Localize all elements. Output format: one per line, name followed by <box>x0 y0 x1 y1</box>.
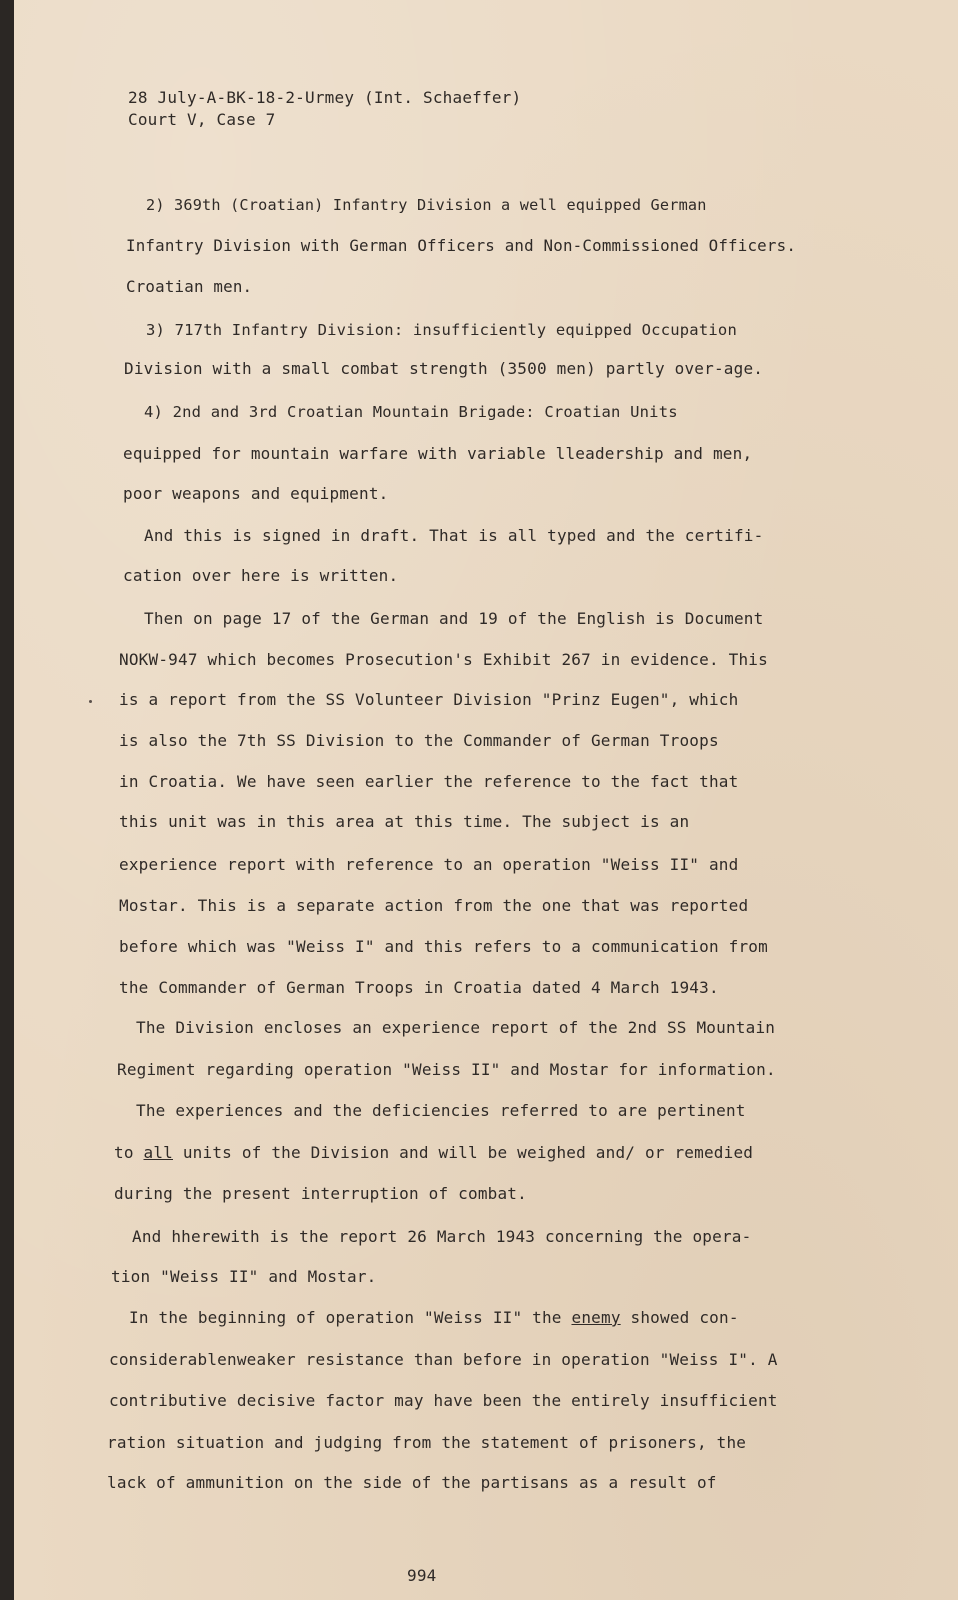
text-line: And hherewith is the report 26 March 1943 concerning the opera- <box>132 1227 752 1246</box>
text-line: contributive decisive factor may have been the entirely insufficient <box>109 1391 778 1410</box>
header-line-2: Court V, Case 7 <box>128 110 276 129</box>
text-line: poor weapons and equipment. <box>123 484 389 503</box>
text-line: And this is signed in draft. That is all typed and the certifi- <box>144 526 764 545</box>
text-line: this unit was in this area at this time. The subject is an <box>119 812 690 831</box>
text-line: Then on page 17 of the German and 19 of the English is Document <box>144 609 764 628</box>
text-line: during the present interruption of combat. <box>114 1184 527 1203</box>
text-line: is also the 7th SS Division to the Commander of German Troops <box>119 731 719 750</box>
text-line: the Commander of German Troops in Croatia dated 4 March 1943. <box>119 978 719 997</box>
text-line: cation over here is written. <box>123 566 399 585</box>
text-line: considerablenweaker resistance than before in operation "Weiss I". A <box>109 1350 778 1369</box>
text-segment: to <box>114 1143 144 1162</box>
text-line: The experiences and the deficiencies referred to are pertinent <box>136 1101 746 1120</box>
text-segment: In the beginning of operation "Weiss II" the <box>129 1308 572 1327</box>
text-line: Mostar. This is a separate action from the one that was reported <box>119 896 749 915</box>
text-line-with-underline <box>114 1143 753 1163</box>
text-line: Infantry Division with German Officers and Non-Commissioned Officers. <box>126 236 797 255</box>
header-line-1: 28 July-A-BK-18-2-Urmey (Int. Schaeffer) <box>128 88 522 107</box>
text-segment: showed con- <box>620 1308 739 1327</box>
text-line: 2) 369th (Croatian) Infantry Division a well equipped German <box>146 196 707 214</box>
typed-document-page <box>14 0 958 1600</box>
text-line: ration situation and judging from the statement of prisoners, the <box>107 1433 747 1452</box>
text-line-with-underline <box>129 1308 739 1328</box>
text-segment: units of the Division and will be weighed and/ or remedied <box>173 1143 754 1162</box>
text-line: before which was "Weiss I" and this refers to a communication from <box>119 937 768 956</box>
text-line: equipped for mountain warfare with variable lleadership and men, <box>123 444 753 463</box>
text-line: 3) 717th Infantry Division: insufficiently equipped Occupation <box>146 321 737 339</box>
stray-ink-mark <box>89 700 92 703</box>
text-line: 4) 2nd and 3rd Croatian Mountain Brigade: Croatian Units <box>144 403 678 421</box>
text-line: lack of ammunition on the side of the partisans as a result of <box>107 1473 717 1492</box>
text-line: The Division encloses an experience report of the 2nd SS Mountain <box>136 1018 776 1037</box>
text-line: Division with a small combat strength (3500 men) partly over-age. <box>124 359 764 378</box>
underlined-word: all <box>143 1143 173 1162</box>
underlined-word: enemy <box>571 1308 621 1327</box>
text-line: Regiment regarding operation "Weiss II" and Mostar for information. <box>117 1060 776 1079</box>
text-line: Croatian men. <box>126 277 253 296</box>
text-line: is a report from the SS Volunteer Division "Prinz Eugen", which <box>119 690 739 709</box>
text-line: tion "Weiss II" and Mostar. <box>111 1267 377 1286</box>
text-line: in Croatia. We have seen earlier the reference to the fact that <box>119 772 739 791</box>
text-line: experience report with reference to an operation "Weiss II" and <box>119 855 739 874</box>
page-number: 994 <box>407 1566 437 1585</box>
text-line: NOKW-947 which becomes Prosecution's Exhibit 267 in evidence. This <box>119 650 768 669</box>
